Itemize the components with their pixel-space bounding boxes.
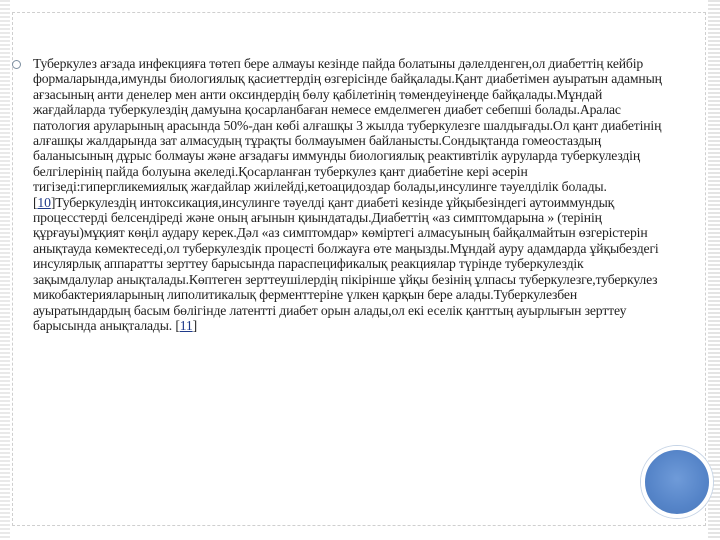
bullet-circle-icon: [12, 60, 21, 69]
body-paragraph: [33, 56, 663, 333]
right-decorative-stripe: [708, 0, 720, 540]
citation-link-11[interactable]: 11: [179, 317, 193, 333]
citation-link-10[interactable]: 10: [37, 194, 51, 210]
decorative-blue-circle: [641, 446, 713, 518]
paragraph-text-part-1: Туберкулез ағзада инфекцияға төтеп бере алмауы кезінде пайда болатыны дәлелденген,ол диабеттің кейбір формаларында,имунды биологиялық қасиеттердің өзгерісінде байқалады.Қант диабетімен ауыратын адамның ағзасының анти денелер мен анти оксиндердің бөлу қабілетінің төмендеуінеңде байқалады.Мұндай жағдайларда туберкулездің дамуына қосарланбаған немесе емделмеген диабет себепші болады.Аралас патология аруларының арасында 50%-дан көбі алғашқы 3 жылда туберкулезге шалдығады.Ол қант диабетінің алғашқы жалдарында зат алмасудың тұрақты болмауымен байланысты.Сондықтанда гомеостаздың баланысының дұрыс болмауы және ағзадағы иммунды биологиялық реактивтілік ауруларда туберкулездің белгілерінің пайда болуына әкеледі.Қосарланған туберкулез қант диабетіне кері әсерін тигізеді:гипергликемиялық жағдайлар жиілейді,кетоацидоздар болады,инсулинге тәуелділік болады. [: [33, 56, 662, 210]
left-decorative-stripe: [0, 0, 10, 540]
paragraph-text-part-2: ]Туберкулездің интоксикация,инсулинге тәуелді қант диабеті кезінде ұйқыбезіндегі аутоиммундық процесстерді белсендіреді және оның ағынын қиындатады.Диабеттің «аз симптомдарына » (терінің құрғауы)мұқият көңіл аудару керек.Дәл «аз симптомдар» көміртегі алмасуының байқалмайтын өзгерістерін анықтауда көмектеседі,ол туберкулездік процесті болжауға өте маңызды.Мұндай ауру адамдарда ұйқыбездегі инсулярлық аппаратты зерттеу барысында параспецификалық реакциялар түрінде туберкулездік зақымдалулар анықталады.Көптеген зерттеушілердің пікірінше ұйқы безінің ұлпасы туберкулезге,туберкулез микобактерияларының липолитикалық ферменттеріне үлкен қарқын бере алады.Туберкулезбен ауыратындардың басым бөлігінде латентті диабет орын алады,ол екі еселік қанттың ауырлығын зерттеу барысында анықталады. [: [33, 194, 659, 333]
paragraph-text-part-3: ]: [192, 317, 198, 333]
